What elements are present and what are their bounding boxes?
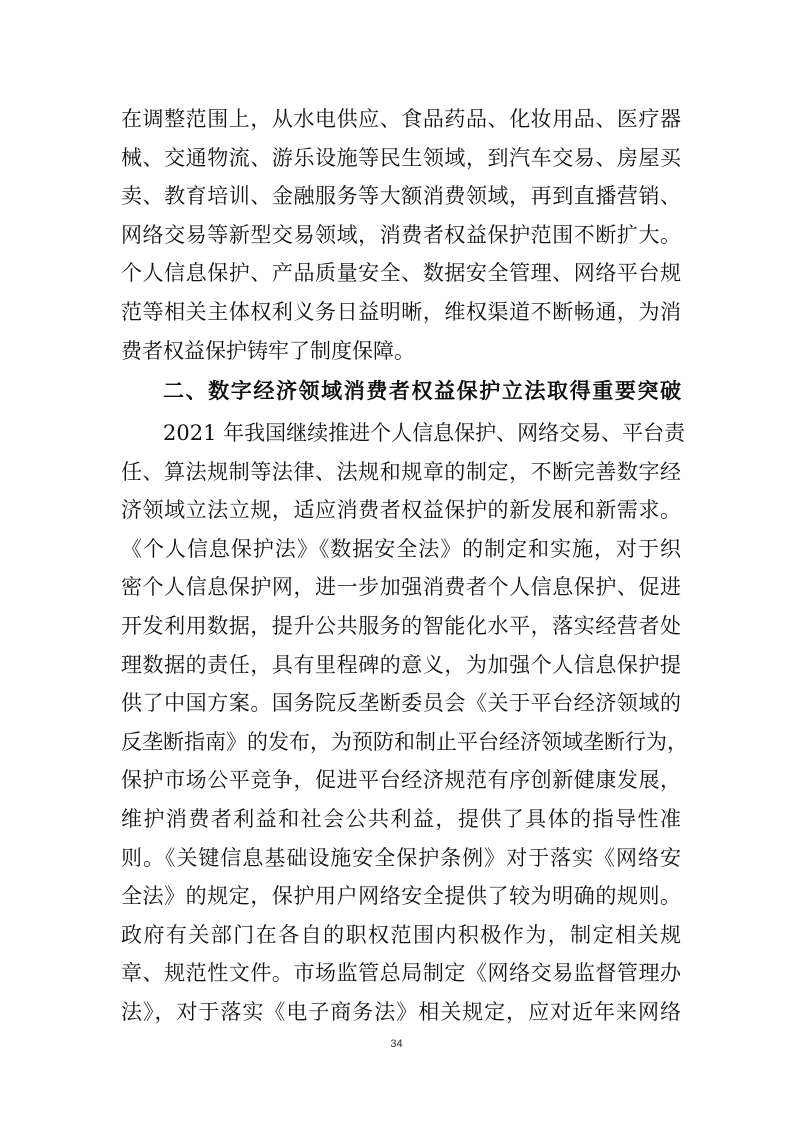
paragraph-2-line-4: 《个人信息保护法》《数据安全法》的制定和实施，对于织 [121, 537, 681, 561]
paragraph-1-line-7: 费者权益保护铸牢了制度保障。 [121, 339, 415, 363]
paragraph-2-line-8: 供了中国方案。国务院反垄断委员会《关于平台经济领域的 [121, 691, 681, 715]
paragraph-2-line-1: 2021 年我国继续推进个人信息保护、网络交易、平台责 [163, 421, 686, 445]
paragraph-2-line-5: 密个人信息保护网，进一步加强消费者个人信息保护、促进 [121, 575, 681, 599]
paragraph-2-line-9: 反垄断指南》的发布，为预防和制止平台经济领域垄断行为， [121, 730, 688, 754]
paragraph-2-line-11: 维护消费者利益和社会公共利益，提供了具体的指导性准 [121, 807, 681, 831]
page-number: 34 [390, 1038, 403, 1050]
section-heading: 二、数字经济领域消费者权益保护立法取得重要突破 [163, 379, 681, 403]
paragraph-1-line-4: 网络交易等新型交易领域，消费者权益保护范围不断扩大。 [121, 223, 681, 247]
paragraph-2-line-7: 理数据的责任，具有里程碑的意义，为加强个人信息保护提 [121, 653, 681, 677]
paragraph-1-line-2: 械、交通物流、游乐设施等民生领域，到汽车交易、房屋买 [121, 146, 681, 170]
paragraph-2-line-3: 济领域立法立规，适应消费者权益保护的新发展和新需求。 [121, 498, 681, 522]
paragraph-2-line-2: 任、算法规制等法律、法规和规章的制定，不断完善数字经 [121, 460, 681, 484]
paragraph-1-line-5: 个人信息保护、产品质量安全、数据安全管理、网络平台规 [121, 261, 681, 285]
paragraph-2-line-13: 全法》的规定，保护用户网络安全提供了较为明确的规则。 [121, 884, 681, 908]
paragraph-1-line-1: 在调整范围上，从水电供应、食品药品、化妆用品、医疗器 [121, 107, 681, 131]
paragraph-2-line-6: 开发利用数据，提升公共服务的智能化水平，落实经营者处 [121, 614, 681, 638]
paragraph-1-line-3: 卖、教育培训、金融服务等大额消费领域，再到直播营销、 [121, 184, 681, 208]
paragraph-2-line-10: 保护市场公平竞争，促进平台经济规范有序创新健康发展， [121, 768, 681, 792]
paragraph-2-line-15: 章、规范性文件。市场监管总局制定《网络交易监督管理办 [121, 961, 681, 985]
paragraph-1-line-6: 范等相关主体权利义务日益明晰，维权渠道不断畅通，为消 [121, 300, 681, 324]
paragraph-2-line-12: 则。《关键信息基础设施安全保护条例》对于落实《网络安 [121, 846, 681, 870]
paragraph-2-line-14: 政府有关部门在各自的职权范围内积极作为，制定相关规 [121, 923, 681, 947]
paragraph-2-line-16: 法》，对于落实《电子商务法》相关规定，应对近年来网络 [121, 1000, 681, 1024]
